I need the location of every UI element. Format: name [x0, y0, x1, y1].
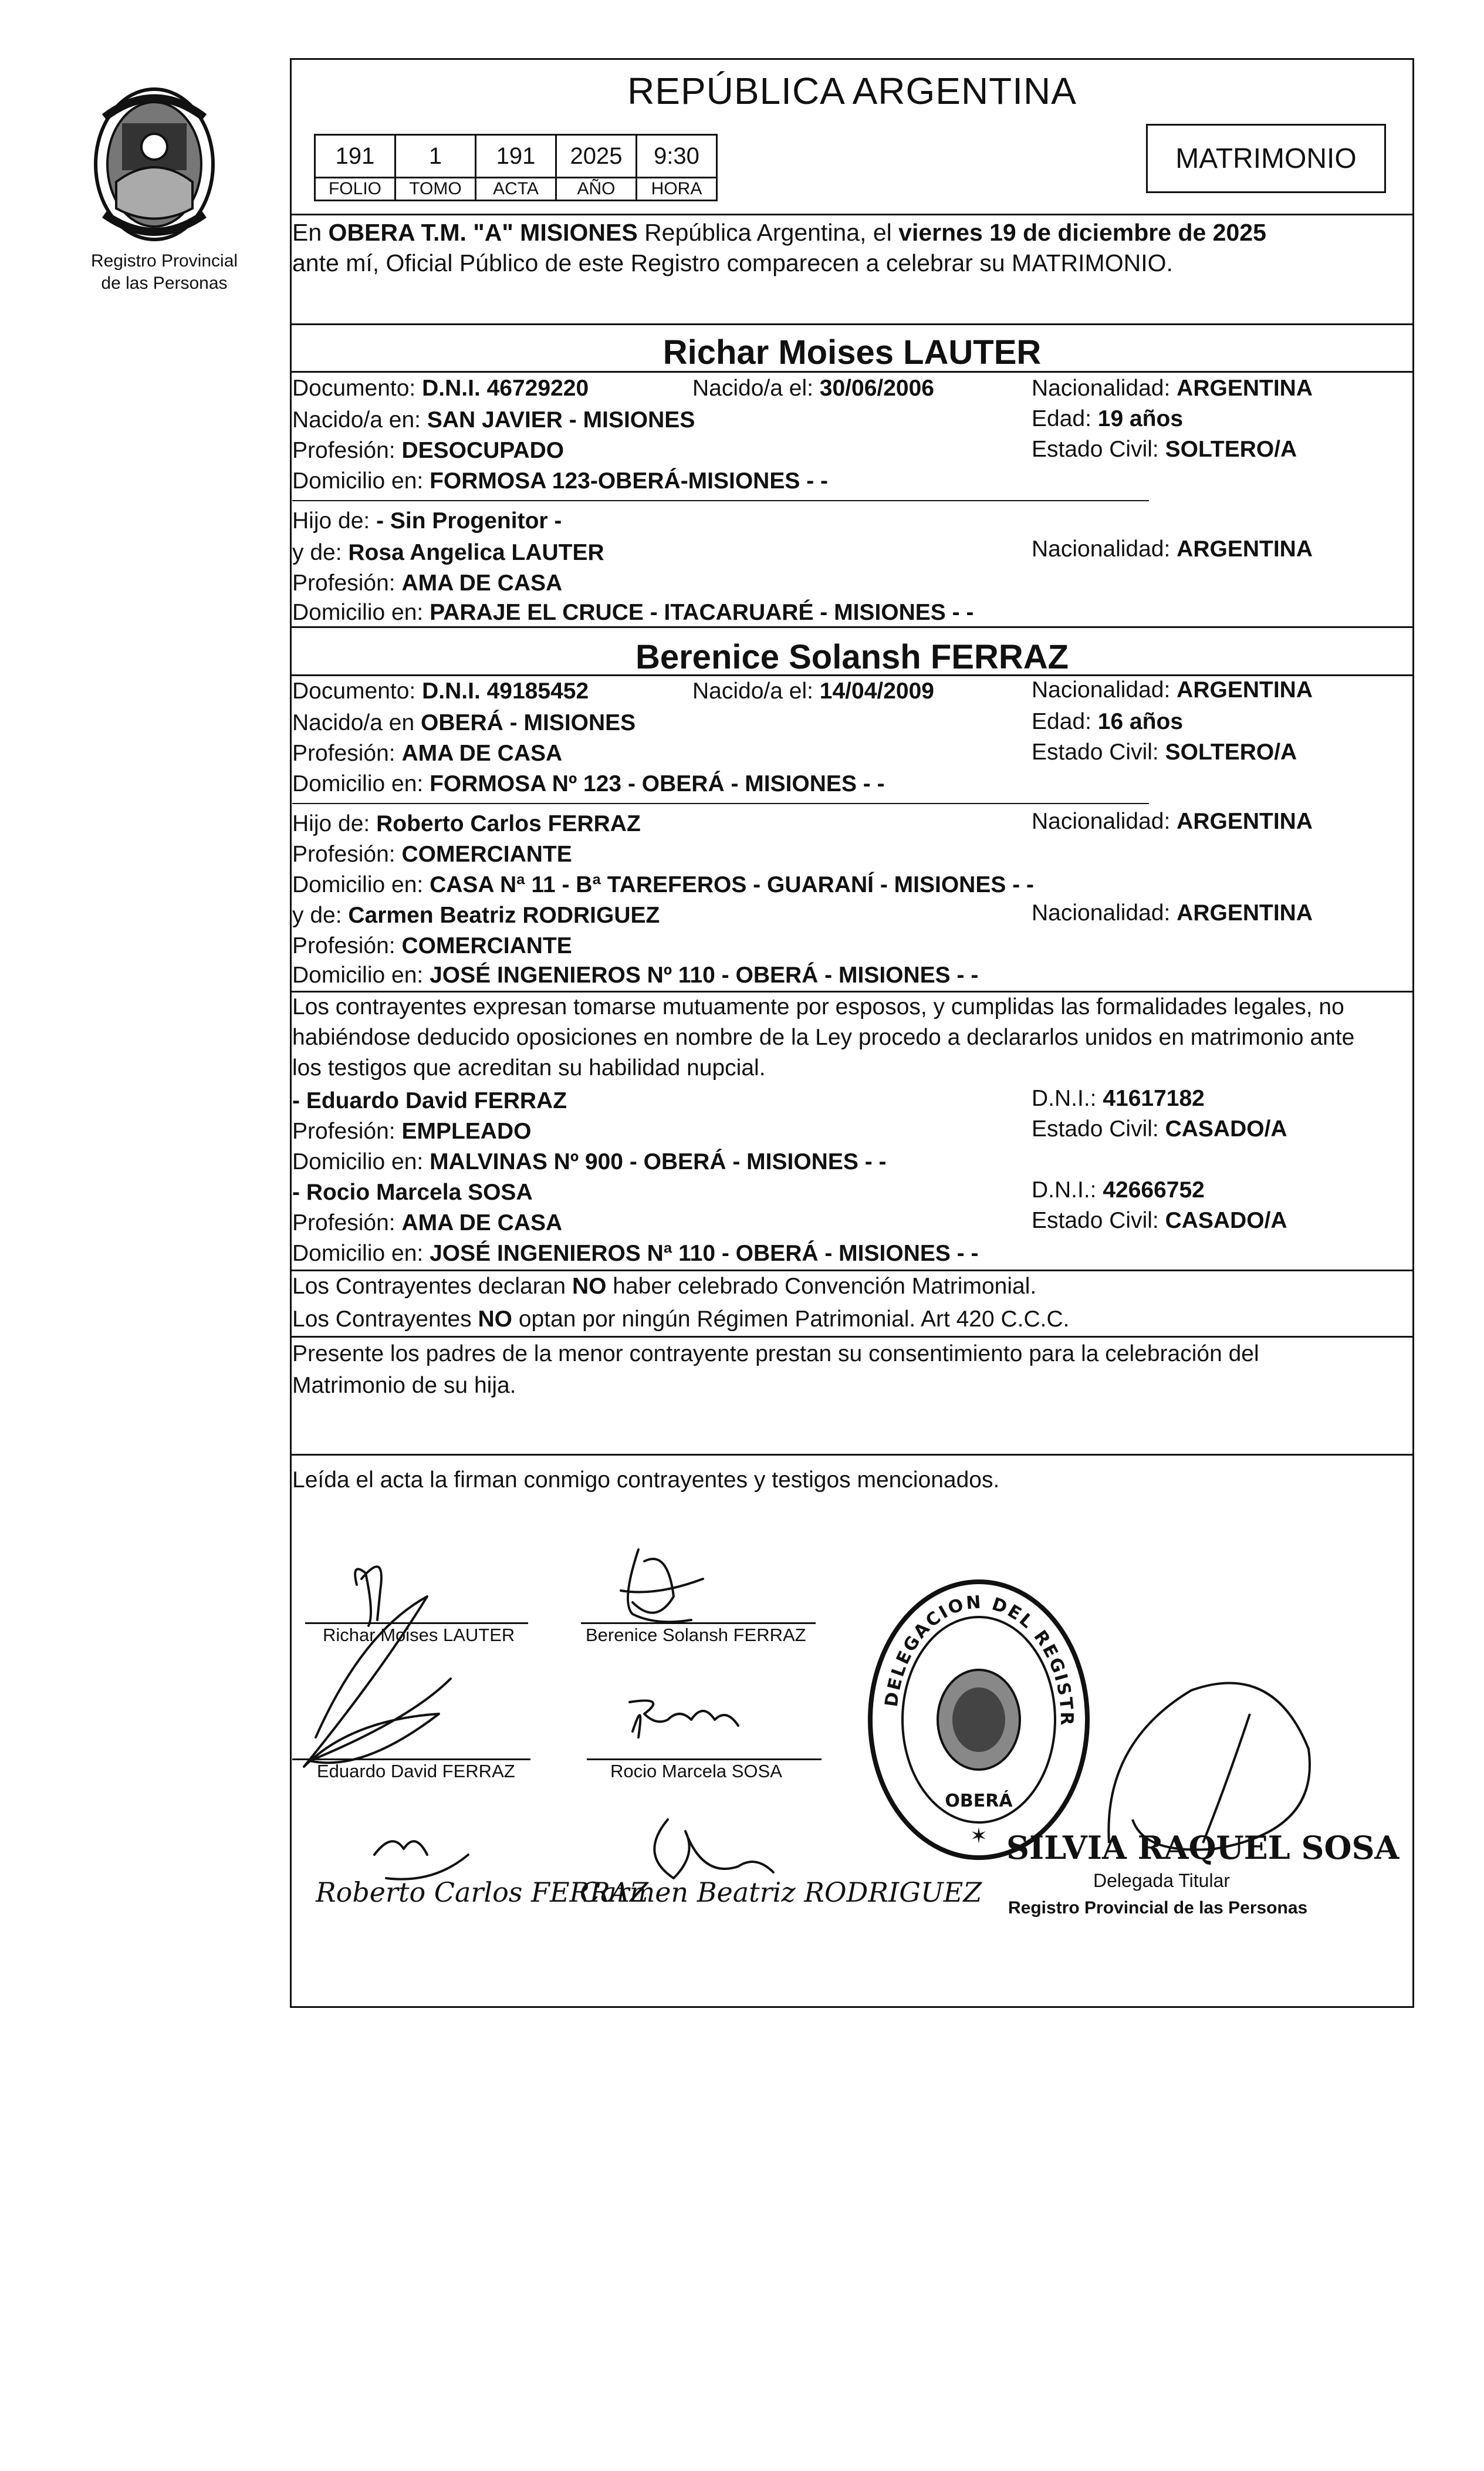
bride-profession: Profesión: AMA DE CASA: [292, 741, 563, 766]
bride-father-profession: Profesión: COMERCIANTE: [292, 842, 572, 867]
bride-mother: y de: Carmen Beatriz RODRIGUEZ: [292, 903, 660, 928]
tomo-label: TOMO: [395, 178, 476, 201]
consent-paragraph: Presente los padres de la menor contrayente prestan su consentimiento para la celebración del Matrimonio de su hija.: [292, 1341, 1259, 1398]
parent-1-signature-stroke: [374, 1841, 468, 1879]
groom-parent-2-nationality: Nacionalidad: ARGENTINA: [1032, 536, 1313, 562]
divider: [290, 371, 1414, 373]
groom-birth-place: Nacido/a en: SAN JAVIER - MISIONES: [292, 407, 695, 433]
bride-nationality: Nacionalidad: ARGENTINA: [1032, 677, 1313, 703]
divider: [292, 803, 1149, 804]
groom-parent-1: Hijo de: - Sin Progenitor -: [292, 508, 562, 534]
divider: [290, 1270, 1414, 1271]
bride-father-nationality: Nacionalidad: ARGENTINA: [1032, 809, 1313, 834]
groom-civil-status: Estado Civil: SOLTERO/A: [1032, 437, 1297, 462]
witness-2-civil-status: Estado Civil: CASADO/A: [1032, 1208, 1287, 1233]
parent-2-signature-name: Carmen Beatriz RODRIGUEZ: [580, 1876, 982, 1908]
tomo-value: 1: [395, 135, 476, 178]
groom-parent-2-profession: Profesión: AMA DE CASA: [292, 571, 563, 596]
reference-table: [314, 134, 718, 201]
folio-value: 191: [315, 135, 395, 178]
witness-1-civil-status: Estado Civil: CASADO/A: [1032, 1116, 1287, 1142]
closing-statement: Leída el acta la firman conmigo contrayentes y testigos mencionados.: [292, 1467, 1000, 1493]
groom-signature-stroke: [355, 1567, 381, 1626]
hour-value: 9:30: [637, 135, 717, 178]
divider: [290, 674, 1414, 676]
declaration-paragraph: Los contrayentes expresan tomarse mutuamente por esposos, y cumplidas las formalidades legales, no habiéndose deducido oposiciones en nombre de la Ley procedo a declararlos unidos en matrimonio ante los testigos que acreditan su habilidad nupcial.: [292, 994, 1355, 1081]
groom-address: Domicilio en: FORMOSA 123-OBERÁ-MISIONES - -: [292, 468, 829, 494]
witness-2-signature-label: Rocio Marcela SOSA: [610, 1761, 782, 1781]
witness-2-name: - Rocio Marcela SOSA: [292, 1180, 533, 1205]
witness-1-profession: Profesión: EMPLEADO: [292, 1119, 532, 1144]
seal-ring-text: DELEGACION DEL REGISTR: [881, 1592, 1077, 1727]
bride-name-heading: Berenice Solansh FERRAZ: [635, 638, 1069, 676]
witness-1-dni: D.N.I.: 41617182: [1032, 1086, 1205, 1111]
parent-1-signature-name: Roberto Carlos FERRAZ: [316, 1876, 648, 1908]
witness-2-dni: D.N.I.: 42666752: [1032, 1177, 1205, 1203]
witness-1-signature-stroke: [304, 1596, 451, 1767]
groom-document: Documento: D.N.I. 46729220: [292, 376, 589, 401]
groom-age: Edad: 19 años: [1032, 406, 1184, 431]
bride-mother-address: Domicilio en: JOSÉ INGENIEROS Nº 110 - OBERÁ - MISIONES - -: [292, 963, 979, 988]
svg-text:✶: ✶: [969, 1824, 988, 1848]
parent-2-signature-stroke: [654, 1820, 773, 1878]
folio-label: FOLIO: [315, 178, 395, 201]
groom-parent-2-address: Domicilio en: PARAJE EL CRUCE - ITACARUARÉ - MISIONES - -: [292, 600, 974, 625]
groom-nationality: Nacionalidad: ARGENTINA: [1032, 376, 1313, 401]
bride-address: Domicilio en: FORMOSA Nº 123 - OBERÁ - MISIONES - -: [292, 771, 885, 796]
witness-2-address: Domicilio en: JOSÉ INGENIEROS Nª 110 - OBERÁ - MISIONES - -: [292, 1241, 979, 1266]
province-coat-of-arms-logo: [87, 82, 222, 247]
acta-value: 191: [476, 135, 556, 178]
acta-label: ACTA: [476, 178, 556, 201]
divider: [290, 626, 1414, 628]
bride-age: Edad: 16 años: [1032, 709, 1184, 734]
witness-1-name: - Eduardo David FERRAZ: [292, 1088, 567, 1113]
bride-father-address: Domicilio en: CASA Nª 11 - Bª TAREFEROS - GUARANÍ - MISIONES - -: [292, 872, 1034, 897]
divider: [290, 1336, 1414, 1338]
divider: [290, 214, 1414, 215]
year-value: 2025: [556, 135, 637, 178]
groom-parent-2: y de: Rosa Angelica LAUTER: [292, 540, 604, 565]
bride-birth-date: Nacido/a el: 14/04/2009: [692, 678, 934, 704]
bride-signature-label: Berenice Solansh FERRAZ: [586, 1625, 806, 1645]
regime-line-1: Los Contrayentes declaran NO haber celebrado Convención Matrimonial.: [292, 1274, 1037, 1299]
logo-caption-line-2: de las Personas: [101, 274, 228, 293]
logo-caption-line-1: Registro Provincial: [90, 251, 238, 271]
regime-line-2: Los Contrayentes NO optan por ningún Régimen Patrimonial. Art 420 C.C.C.: [292, 1307, 1070, 1332]
official-title: Delegada Titular: [1093, 1870, 1231, 1891]
witness-1-address: Domicilio en: MALVINAS Nº 900 - OBERÁ - MISIONES - -: [292, 1149, 887, 1174]
bride-civil-status: Estado Civil: SOLTERO/A: [1032, 740, 1297, 765]
official-office: Registro Provincial de las Personas: [1008, 1898, 1308, 1918]
bride-document: Documento: D.N.I. 49185452: [292, 678, 589, 704]
groom-name-heading: Richar Moises LAUTER: [662, 333, 1042, 372]
divider: [290, 323, 1414, 325]
witness-2-signature-stroke: [630, 1701, 738, 1738]
logo-caption: [76, 250, 252, 295]
official-seal: [861, 1573, 1096, 1866]
bride-mother-nationality: Nacionalidad: ARGENTINA: [1032, 900, 1313, 926]
witness-2-profession: Profesión: AMA DE CASA: [292, 1210, 563, 1236]
bride-birth-place: Nacido/a en OBERÁ - MISIONES: [292, 710, 636, 735]
groom-signature-label: Richar Moises LAUTER: [323, 1625, 515, 1645]
intro-paragraph: En OBERA T.M. "A" MISIONES República Argentina, el viernes 19 de diciembre de 2025 ante mí, Oficial Público de este Registro comparecen a celebrar su MATRIMONIO.: [292, 219, 1266, 276]
bride-signature-stroke: [621, 1550, 703, 1622]
divider: [290, 1454, 1414, 1456]
hour-label: HORA: [637, 178, 717, 201]
divider: [292, 500, 1149, 501]
act-type-box: MATRIMONIO: [1146, 124, 1386, 193]
year-label: AÑO: [556, 178, 637, 201]
bride-father: Hijo de: Roberto Carlos FERRAZ: [292, 811, 641, 836]
seal-city: OBERÁ: [945, 1791, 1013, 1811]
groom-birth-date: Nacido/a el: 30/06/2006: [692, 376, 934, 401]
official-name: SILVIA RAQUEL SOSA: [1006, 1829, 1400, 1866]
bride-mother-profession: Profesión: COMERCIANTE: [292, 933, 572, 958]
witness-1-signature-label: Eduardo David FERRAZ: [317, 1761, 515, 1781]
groom-profession: Profesión: DESOCUPADO: [292, 438, 564, 463]
country-title: REPÚBLICA ARGENTINA: [627, 70, 1077, 112]
